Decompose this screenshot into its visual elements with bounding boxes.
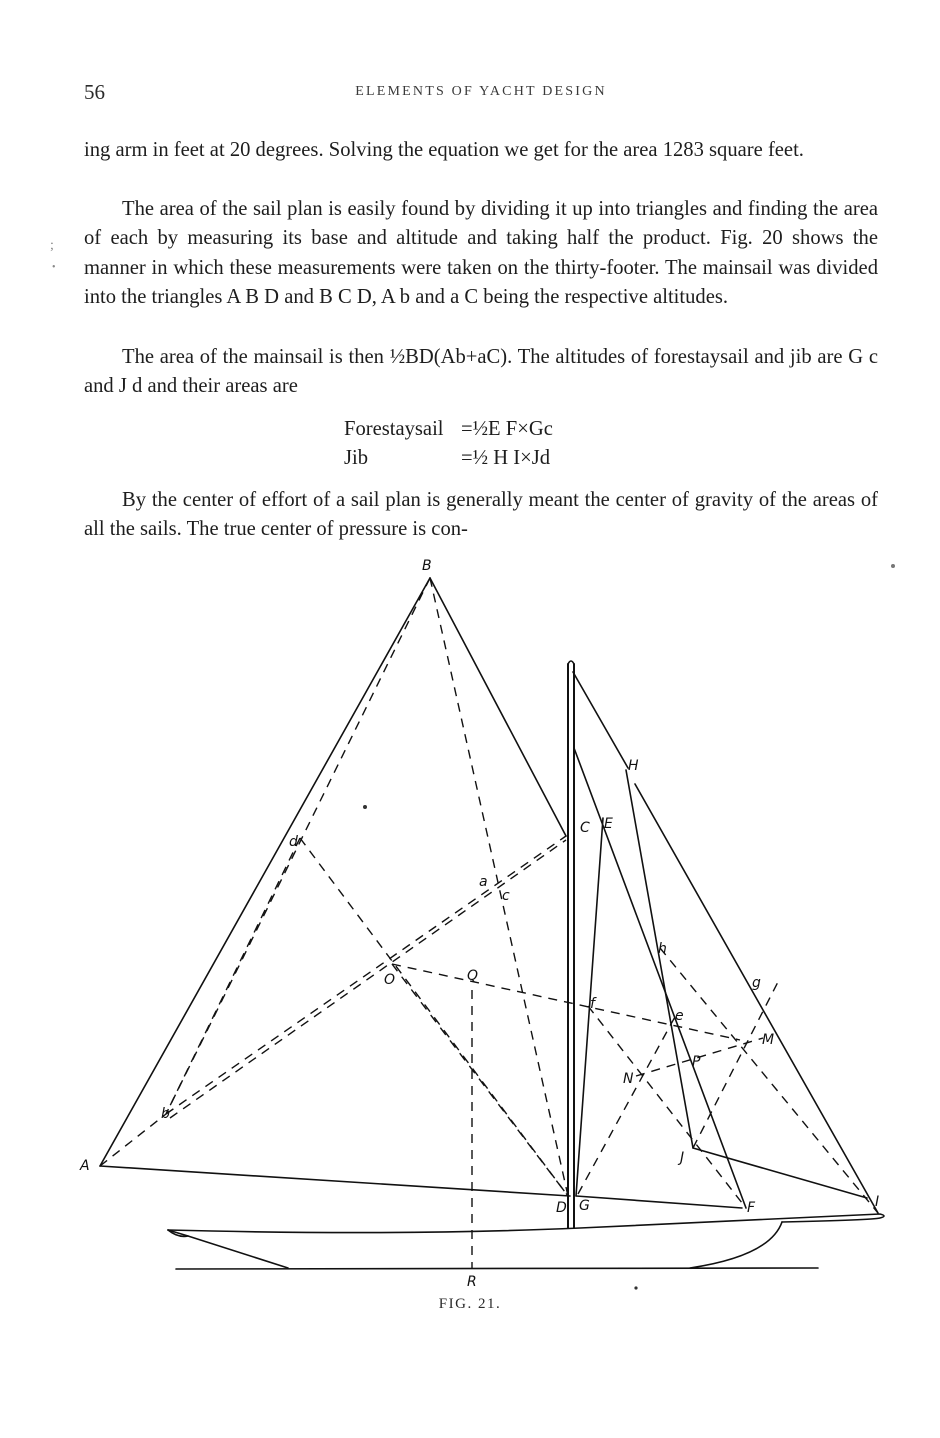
label-e: e [675,1008,684,1024]
margin-mark: ; [50,238,54,253]
paragraph-2: The area of the sail plan is easily found by dividing it up into triangles and finding the area of each by measuring its base and altitude and taking half the product. Fig. 20 shows the manner in which these measurements were taken on the thirty-footer. The mainsail was divided into the triangles A B D and B C D, A b and a C being the respective altitudes. [84,198,878,309]
label-B: B [422,558,432,574]
label-N: N [623,1071,634,1087]
running-head [84,80,878,104]
label-M: M [762,1032,775,1048]
paragraph-3: The area of the mainsail is then ½BD(Ab+aC). The altitudes of forestaysail and jib are G c and J d and their areas are [84,346,878,398]
sail-plan-figure [0,540,940,1300]
label-I: I [875,1194,880,1210]
label-R: R [467,1274,477,1290]
label-g: g [752,975,761,991]
center-of-effort-mark [363,805,367,809]
formula-jib: Jib =½ H I×Jd [344,447,551,469]
stray-mark [634,1286,637,1289]
paragraph-1: ing arm in feet at 20 degrees. Solving the equation we get for the area 1283 square feet. [84,139,804,161]
label-D: D [556,1200,567,1216]
margin-mark: • [52,262,56,273]
label-Q: Q [467,968,479,984]
paragraph-4: By the center of effort of a sail plan is generally meant the center of gravity of the areas of all the sails. The true center of pressure is con- [84,489,878,541]
label-E: E [604,816,613,832]
label-F: F [747,1200,756,1216]
label-O: O [384,972,396,988]
page-number: 56 [84,80,105,104]
label-a: a [479,874,488,890]
label-A: A [80,1158,90,1174]
running-title: ELEMENTS OF YACHT DESIGN [355,84,607,99]
label-C: C [580,820,590,836]
stray-mark [891,564,895,568]
label-b: b [161,1106,170,1122]
label-G: G [579,1198,590,1214]
label-h: h [658,941,667,957]
label-P: P [692,1054,701,1070]
label-f: f [590,996,595,1012]
figure-caption: FIG. 21. [438,1296,502,1312]
label-J: J [680,1150,685,1166]
sail-plan-diagram [0,540,940,1300]
label-H: H [628,758,639,774]
label-c: c [502,888,510,904]
formula-forestaysail: Forestaysail =½E F×Gc [344,418,553,440]
label-d: d [289,834,298,850]
